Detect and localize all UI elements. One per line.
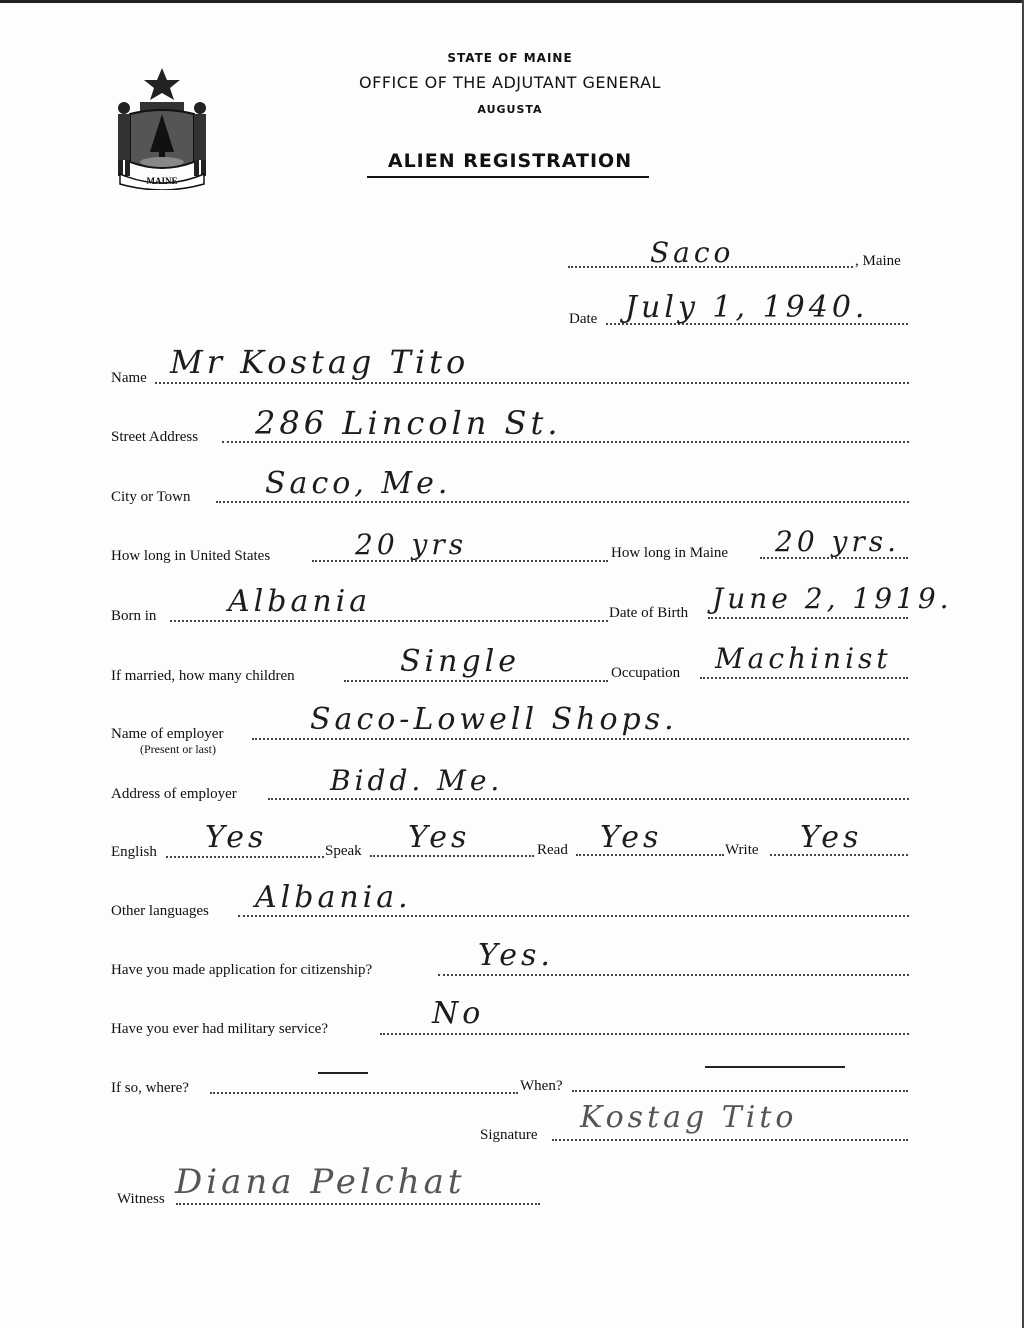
- born-in-line: [170, 620, 608, 622]
- married-children-value: Single: [400, 644, 521, 679]
- speak-line: [370, 855, 534, 857]
- employer-name-line: [252, 738, 909, 740]
- read-value: Yes: [600, 820, 663, 855]
- scan-edge-top: [0, 0, 1024, 3]
- write-label: Write: [725, 842, 759, 858]
- header-city: AUGUSTA: [477, 103, 543, 116]
- signature-line: [552, 1139, 908, 1141]
- witness-line: [176, 1203, 540, 1205]
- date-of-birth-line: [708, 617, 908, 619]
- other-languages-value: Albania.: [255, 880, 412, 915]
- employer-name-sublabel: (Present or last): [140, 742, 216, 756]
- employer-address-value: Bidd. Me.: [330, 764, 504, 797]
- employer-address-label: Address of employer: [111, 786, 237, 802]
- employer-name-label: Name of employer: [111, 726, 224, 742]
- where-line: [210, 1092, 518, 1094]
- born-in-value: Albania: [228, 584, 372, 619]
- title-underline: [367, 176, 649, 178]
- form-title: ALIEN REGISTRATION: [387, 150, 633, 172]
- married-children-label: If married, how many children: [111, 668, 295, 684]
- date-value: July 1, 1940.: [625, 290, 869, 325]
- speak-label: Speak: [325, 843, 362, 859]
- date-of-birth-label: Date of Birth: [609, 605, 689, 621]
- when-dash: [705, 1066, 845, 1068]
- citizenship-label: Have you made application for citizenship?: [111, 962, 373, 978]
- witness-value: Diana Pelchat: [175, 1162, 466, 1202]
- header-office: OFFICE OF THE ADJUTANT GENERAL: [359, 73, 661, 92]
- speak-value: Yes: [408, 820, 471, 855]
- english-line: [166, 856, 324, 858]
- street-address-label: Street Address: [111, 429, 199, 445]
- employer-address-line: [268, 798, 909, 800]
- english-value: Yes: [205, 820, 268, 855]
- date-of-birth-value: June 2, 1919.: [712, 582, 953, 615]
- witness-label: Witness: [117, 1191, 165, 1207]
- read-label: Read: [537, 842, 568, 858]
- citizenship-value: Yes.: [478, 938, 554, 973]
- street-address-value: 286 Lincoln St.: [255, 404, 562, 442]
- married-children-line: [344, 680, 608, 682]
- how-long-maine-label: How long in Maine: [611, 545, 729, 561]
- how-long-maine-value: 20 yrs.: [775, 525, 901, 558]
- when-label: When?: [520, 1078, 563, 1094]
- seal-banner-text: MAINE: [146, 176, 178, 186]
- city-label: City or Town: [111, 489, 191, 505]
- where-dash: [318, 1072, 368, 1074]
- header-state: STATE OF MAINE: [447, 51, 573, 65]
- city-line: [216, 501, 909, 503]
- employer-name-value: Saco-Lowell Shops.: [310, 702, 678, 737]
- how-long-us-label: How long in United States: [111, 548, 271, 564]
- citizenship-line: [438, 974, 909, 976]
- maine-label: , Maine: [855, 253, 901, 269]
- military-value: No: [432, 996, 485, 1031]
- name-label: Name: [111, 370, 147, 386]
- where-label: If so, where?: [111, 1080, 189, 1096]
- when-line: [572, 1090, 908, 1092]
- occupation-value: Machinist: [715, 642, 892, 675]
- occupation-line: [700, 677, 908, 679]
- other-languages-line: [238, 915, 909, 917]
- write-value: Yes: [800, 820, 863, 855]
- occupation-label: Occupation: [611, 665, 681, 681]
- name-line: [155, 382, 909, 384]
- signature-value: Kostag Tito: [580, 1100, 798, 1135]
- name-value: Mr Kostag Tito: [170, 343, 470, 381]
- other-languages-label: Other languages: [111, 903, 209, 919]
- date-label: Date: [569, 311, 598, 327]
- town-value: Saco: [650, 236, 735, 269]
- how-long-us-value: 20 yrs: [355, 528, 468, 561]
- born-in-label: Born in: [111, 608, 157, 624]
- military-line: [380, 1033, 909, 1035]
- city-value: Saco, Me.: [265, 466, 452, 501]
- english-label: English: [111, 844, 157, 860]
- signature-label: Signature: [480, 1127, 538, 1143]
- military-label: Have you ever had military service?: [111, 1021, 328, 1037]
